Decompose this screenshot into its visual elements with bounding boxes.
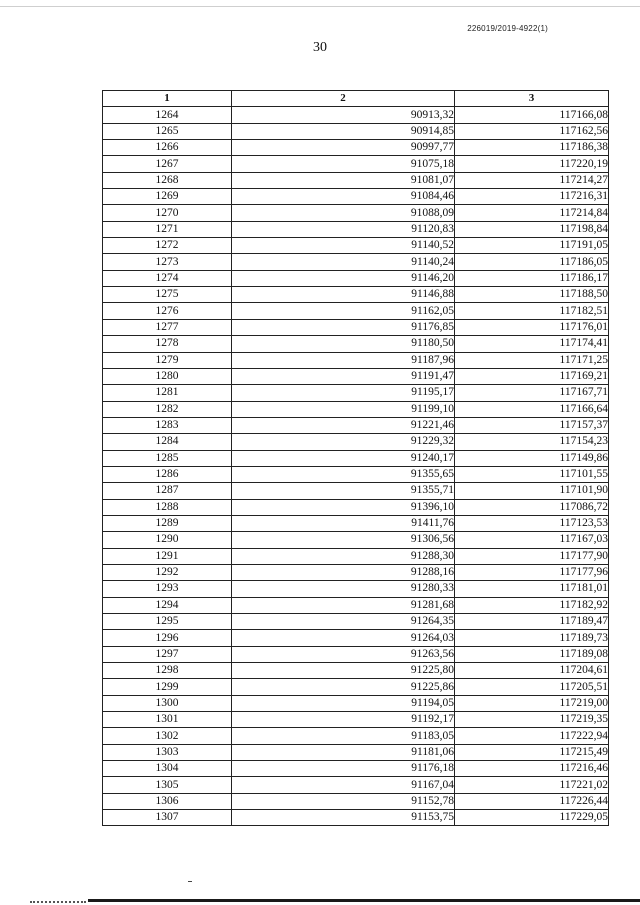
table-row	[103, 483, 609, 499]
point-number-cell: 1307	[103, 810, 232, 826]
table-row	[103, 499, 609, 515]
x-coordinate-cell: 91140,52	[232, 238, 455, 254]
point-number-cell: 1296	[103, 630, 232, 646]
point-number-cell: 1278	[103, 336, 232, 352]
table-row	[103, 221, 609, 237]
x-coordinate-cell: 91081,07	[232, 172, 455, 188]
table-row	[103, 761, 609, 777]
scan-artifact	[30, 895, 86, 903]
table-row	[103, 140, 609, 156]
point-number-cell: 1289	[103, 515, 232, 531]
y-coordinate-cell: 117189,73	[455, 630, 609, 646]
y-coordinate-cell: 117205,51	[455, 679, 609, 695]
table-row	[103, 385, 609, 401]
point-number-cell: 1272	[103, 238, 232, 254]
y-coordinate-cell: 117101,90	[455, 483, 609, 499]
y-coordinate-cell: 117186,17	[455, 270, 609, 286]
table-row	[103, 466, 609, 482]
x-coordinate-cell: 91240,17	[232, 450, 455, 466]
x-coordinate-cell: 91411,76	[232, 515, 455, 531]
table-row	[103, 581, 609, 597]
x-coordinate-cell: 91075,18	[232, 156, 455, 172]
y-coordinate-cell: 117167,03	[455, 532, 609, 548]
column-header-3: 3	[455, 91, 609, 107]
point-number-cell: 1266	[103, 140, 232, 156]
table-row	[103, 401, 609, 417]
table-row	[103, 810, 609, 826]
table-row	[103, 597, 609, 613]
y-coordinate-cell: 117214,27	[455, 172, 609, 188]
point-number-cell: 1302	[103, 728, 232, 744]
table-row	[103, 156, 609, 172]
x-coordinate-cell: 90914,85	[232, 123, 455, 139]
table-row	[103, 679, 609, 695]
point-number-cell: 1285	[103, 450, 232, 466]
point-number-cell: 1294	[103, 597, 232, 613]
y-coordinate-cell: 117166,08	[455, 107, 609, 123]
x-coordinate-cell: 91162,05	[232, 303, 455, 319]
point-number-cell: 1271	[103, 221, 232, 237]
table-row	[103, 254, 609, 270]
point-number-cell: 1286	[103, 466, 232, 482]
x-coordinate-cell: 91153,75	[232, 810, 455, 826]
point-number-cell: 1297	[103, 646, 232, 662]
y-coordinate-cell: 117171,25	[455, 352, 609, 368]
point-number-cell: 1287	[103, 483, 232, 499]
x-coordinate-cell: 91306,56	[232, 532, 455, 548]
table-row	[103, 515, 609, 531]
x-coordinate-cell: 91140,24	[232, 254, 455, 270]
x-coordinate-cell: 91183,05	[232, 728, 455, 744]
x-coordinate-cell: 91264,03	[232, 630, 455, 646]
table-row	[103, 352, 609, 368]
x-coordinate-cell: 91229,32	[232, 434, 455, 450]
y-coordinate-cell: 117186,05	[455, 254, 609, 270]
table-row	[103, 238, 609, 254]
point-number-cell: 1292	[103, 564, 232, 580]
x-coordinate-cell: 91192,17	[232, 712, 455, 728]
table-row	[103, 270, 609, 286]
table-row	[103, 303, 609, 319]
point-number-cell: 1280	[103, 368, 232, 384]
point-number-cell: 1299	[103, 679, 232, 695]
point-number-cell: 1277	[103, 319, 232, 335]
y-coordinate-cell: 117222,94	[455, 728, 609, 744]
table-row	[103, 368, 609, 384]
column-header-1: 1	[103, 91, 232, 107]
point-number-cell: 1301	[103, 712, 232, 728]
point-number-cell: 1288	[103, 499, 232, 515]
x-coordinate-cell: 91396,10	[232, 499, 455, 515]
table-row	[103, 123, 609, 139]
x-coordinate-cell: 91176,85	[232, 319, 455, 335]
table-row	[103, 319, 609, 335]
y-coordinate-cell: 117204,61	[455, 663, 609, 679]
x-coordinate-cell: 91288,16	[232, 564, 455, 580]
table-row	[103, 205, 609, 221]
x-coordinate-cell: 91281,68	[232, 597, 455, 613]
point-number-cell: 1303	[103, 744, 232, 760]
y-coordinate-cell: 117198,84	[455, 221, 609, 237]
y-coordinate-cell: 117086,72	[455, 499, 609, 515]
table-row	[103, 189, 609, 205]
x-coordinate-cell: 91221,46	[232, 417, 455, 433]
y-coordinate-cell: 117189,47	[455, 614, 609, 630]
y-coordinate-cell: 117188,50	[455, 287, 609, 303]
point-number-cell: 1304	[103, 761, 232, 777]
column-header-2: 2	[232, 91, 455, 107]
x-coordinate-cell: 91263,56	[232, 646, 455, 662]
table-row	[103, 564, 609, 580]
y-coordinate-cell: 117176,01	[455, 319, 609, 335]
y-coordinate-cell: 117177,96	[455, 564, 609, 580]
y-coordinate-cell: 117221,02	[455, 777, 609, 793]
y-coordinate-cell: 117186,38	[455, 140, 609, 156]
y-coordinate-cell: 117169,21	[455, 368, 609, 384]
x-coordinate-cell: 91191,47	[232, 368, 455, 384]
table-row	[103, 728, 609, 744]
x-coordinate-cell: 91167,04	[232, 777, 455, 793]
x-coordinate-cell: 91176,18	[232, 761, 455, 777]
x-coordinate-cell: 91181,06	[232, 744, 455, 760]
y-coordinate-cell: 117214,84	[455, 205, 609, 221]
x-coordinate-cell: 91225,86	[232, 679, 455, 695]
point-number-cell: 1306	[103, 793, 232, 809]
y-coordinate-cell: 117189,08	[455, 646, 609, 662]
table-row	[103, 548, 609, 564]
x-coordinate-cell: 91194,05	[232, 695, 455, 711]
x-coordinate-cell: 91084,46	[232, 189, 455, 205]
y-coordinate-cell: 117216,46	[455, 761, 609, 777]
point-number-cell: 1265	[103, 123, 232, 139]
y-coordinate-cell: 117182,92	[455, 597, 609, 613]
y-coordinate-cell: 117181,01	[455, 581, 609, 597]
table-row	[103, 744, 609, 760]
y-coordinate-cell: 117220,19	[455, 156, 609, 172]
x-coordinate-cell: 91288,30	[232, 548, 455, 564]
point-number-cell: 1295	[103, 614, 232, 630]
x-coordinate-cell: 91120,83	[232, 221, 455, 237]
x-coordinate-cell: 91355,65	[232, 466, 455, 482]
x-coordinate-cell: 91152,78	[232, 793, 455, 809]
point-number-cell: 1298	[103, 663, 232, 679]
x-coordinate-cell: 90913,32	[232, 107, 455, 123]
point-number-cell: 1276	[103, 303, 232, 319]
y-coordinate-cell: 117219,00	[455, 695, 609, 711]
table-row	[103, 614, 609, 630]
y-coordinate-cell: 117226,44	[455, 793, 609, 809]
point-number-cell: 1273	[103, 254, 232, 270]
table-row	[103, 336, 609, 352]
y-coordinate-cell: 117149,86	[455, 450, 609, 466]
point-number-cell: 1284	[103, 434, 232, 450]
y-coordinate-cell: 117101,55	[455, 466, 609, 482]
y-coordinate-cell: 117154,23	[455, 434, 609, 450]
point-number-cell: 1270	[103, 205, 232, 221]
y-coordinate-cell: 117166,64	[455, 401, 609, 417]
y-coordinate-cell: 117157,37	[455, 417, 609, 433]
point-number-cell: 1293	[103, 581, 232, 597]
table-row	[103, 172, 609, 188]
y-coordinate-cell: 117123,53	[455, 515, 609, 531]
y-coordinate-cell: 117229,05	[455, 810, 609, 826]
point-number-cell: 1268	[103, 172, 232, 188]
point-number-cell: 1275	[103, 287, 232, 303]
x-coordinate-cell: 91225,80	[232, 663, 455, 679]
y-coordinate-cell: 117215,49	[455, 744, 609, 760]
table-row	[103, 777, 609, 793]
x-coordinate-cell: 91195,17	[232, 385, 455, 401]
table-row	[103, 793, 609, 809]
point-number-cell: 1281	[103, 385, 232, 401]
y-coordinate-cell: 117216,31	[455, 189, 609, 205]
point-number-cell: 1267	[103, 156, 232, 172]
x-coordinate-cell: 91180,50	[232, 336, 455, 352]
point-number-cell: 1264	[103, 107, 232, 123]
x-coordinate-cell: 91088,09	[232, 205, 455, 221]
table-header-row	[103, 91, 609, 107]
x-coordinate-cell: 91280,33	[232, 581, 455, 597]
point-number-cell: 1279	[103, 352, 232, 368]
page-number: 30	[313, 40, 327, 55]
point-number-cell: 1283	[103, 417, 232, 433]
y-coordinate-cell: 117177,90	[455, 548, 609, 564]
document-number: 226019/2019-4922(1)	[467, 24, 548, 33]
page-bottom-border	[88, 899, 640, 902]
y-coordinate-cell: 117174,41	[455, 336, 609, 352]
point-number-cell: 1300	[103, 695, 232, 711]
table-row	[103, 712, 609, 728]
y-coordinate-cell: 117162,56	[455, 123, 609, 139]
page-top-edge	[0, 6, 640, 7]
y-coordinate-cell: 117182,51	[455, 303, 609, 319]
y-coordinate-cell: 117167,71	[455, 385, 609, 401]
point-number-cell: 1282	[103, 401, 232, 417]
coordinates-table	[102, 90, 609, 826]
point-number-cell: 1290	[103, 532, 232, 548]
point-number-cell: 1269	[103, 189, 232, 205]
table-row	[103, 695, 609, 711]
y-coordinate-cell: 117219,35	[455, 712, 609, 728]
table-row	[103, 417, 609, 433]
x-coordinate-cell: 91187,96	[232, 352, 455, 368]
x-coordinate-cell: 91264,35	[232, 614, 455, 630]
table-row	[103, 434, 609, 450]
table-row	[103, 532, 609, 548]
point-number-cell: 1305	[103, 777, 232, 793]
scan-mark	[188, 881, 192, 882]
table-row	[103, 450, 609, 466]
y-coordinate-cell: 117191,05	[455, 238, 609, 254]
table-row	[103, 107, 609, 123]
table-row	[103, 646, 609, 662]
point-number-cell: 1274	[103, 270, 232, 286]
table-row	[103, 663, 609, 679]
table-row	[103, 630, 609, 646]
x-coordinate-cell: 90997,77	[232, 140, 455, 156]
x-coordinate-cell: 91199,10	[232, 401, 455, 417]
table-row	[103, 287, 609, 303]
x-coordinate-cell: 91146,88	[232, 287, 455, 303]
x-coordinate-cell: 91355,71	[232, 483, 455, 499]
point-number-cell: 1291	[103, 548, 232, 564]
x-coordinate-cell: 91146,20	[232, 270, 455, 286]
